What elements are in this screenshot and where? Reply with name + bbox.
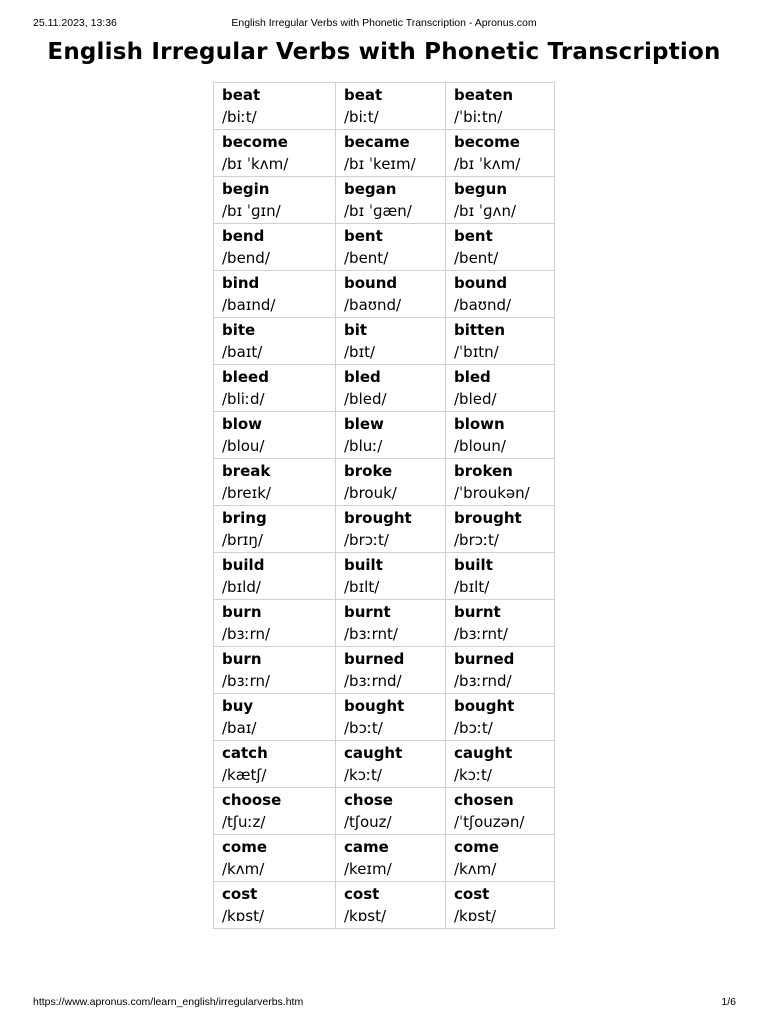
base-form-cell [214, 271, 336, 318]
phonetic-transcription: /tʃuːz/ [222, 813, 266, 831]
verb-word: cost [454, 885, 490, 903]
phonetic-transcription: /bɜːrnd/ [344, 672, 402, 690]
verb-word: begun [454, 180, 508, 198]
verb-word: caught [344, 744, 403, 762]
phonetic-transcription: /baɪnd/ [222, 296, 276, 314]
phonetic-transcription: /bɔːt/ [344, 719, 383, 737]
base-form-cell [214, 412, 336, 459]
verb-word: broke [344, 462, 393, 480]
phonetic-transcription: /bɪ ˈkʌm/ [222, 155, 289, 173]
past-simple-cell [336, 459, 446, 506]
verb-word: bent [454, 227, 493, 245]
verb-word: come [222, 838, 267, 856]
verb-word: built [454, 556, 493, 574]
phonetic-transcription: /ˈtʃouzən/ [454, 813, 525, 831]
past-simple-cell [336, 882, 446, 929]
phonetic-transcription: /bloun/ [454, 437, 506, 455]
phonetic-transcription: /brɔːt/ [454, 531, 499, 549]
verb-word: chosen [454, 791, 514, 809]
phonetic-transcription: /ˈbroukən/ [454, 484, 530, 502]
phonetic-transcription: /bɜːrnt/ [454, 625, 508, 643]
phonetic-transcription: /kɒst/ [344, 907, 387, 925]
phonetic-transcription: /bɜːrn/ [222, 672, 271, 690]
phonetic-transcription: /bɪ ˈɡʌn/ [454, 202, 516, 220]
base-form-cell [214, 788, 336, 835]
base-form-cell [214, 130, 336, 177]
phonetic-transcription: /bɪ ˈkʌm/ [454, 155, 521, 173]
past-participle-cell [446, 600, 555, 647]
verb-word: bled [344, 368, 381, 386]
verb-word: bound [344, 274, 398, 292]
phonetic-transcription: /bend/ [222, 249, 270, 267]
table-row [214, 365, 555, 412]
phonetic-transcription: /bluː/ [344, 437, 383, 455]
phonetic-transcription: /ˈbiːtn/ [454, 108, 503, 126]
print-datetime: 25.11.2023, 13:36 [33, 17, 117, 29]
phonetic-transcription: /bɪlt/ [454, 578, 490, 596]
table-row [214, 83, 555, 130]
past-simple-cell [336, 271, 446, 318]
past-simple-cell [336, 318, 446, 365]
phonetic-transcription: /bɪ ˈɡɪn/ [222, 202, 281, 220]
phonetic-transcription: /kɔːt/ [344, 766, 382, 784]
table-row [214, 506, 555, 553]
verb-word: burn [222, 603, 262, 621]
phonetic-transcription: /bɪld/ [222, 578, 261, 596]
past-simple-cell [336, 553, 446, 600]
phonetic-transcription: /bliːd/ [222, 390, 265, 408]
base-form-cell [214, 177, 336, 224]
past-participle-cell [446, 224, 555, 271]
verb-word: broken [454, 462, 513, 480]
base-form-cell [214, 882, 336, 929]
print-page-title: English Irregular Verbs with Phonetic Transcription - Apronus.com [231, 17, 537, 29]
verb-word: cost [222, 885, 258, 903]
past-simple-cell [336, 130, 446, 177]
past-simple-cell [336, 412, 446, 459]
past-participle-cell [446, 553, 555, 600]
base-form-cell [214, 459, 336, 506]
phonetic-transcription: /bɔːt/ [454, 719, 493, 737]
page-number: 1/6 [721, 996, 736, 1008]
phonetic-transcription: /bɪt/ [344, 343, 376, 361]
verb-word: come [454, 838, 499, 856]
table-row [214, 694, 555, 741]
table-row [214, 647, 555, 694]
phonetic-transcription: /kætʃ/ [222, 766, 267, 784]
phonetic-transcription: /bɪ ˈkeɪm/ [344, 155, 416, 173]
verb-word: bought [344, 697, 405, 715]
base-form-cell [214, 318, 336, 365]
verb-word: bite [222, 321, 256, 339]
verb-word: beat [222, 86, 261, 104]
past-simple-cell [336, 224, 446, 271]
past-simple-cell [336, 177, 446, 224]
phonetic-transcription: /brɔːt/ [344, 531, 389, 549]
phonetic-transcription: /biːt/ [344, 108, 379, 126]
past-simple-cell [336, 83, 446, 130]
table-row [214, 600, 555, 647]
verb-word: began [344, 180, 397, 198]
verb-word: brought [344, 509, 412, 527]
verb-word: burn [222, 650, 262, 668]
verb-word: caught [454, 744, 513, 762]
past-simple-cell [336, 647, 446, 694]
base-form-cell [214, 224, 336, 271]
base-form-cell [214, 694, 336, 741]
table-row [214, 130, 555, 177]
phonetic-transcription: /breɪk/ [222, 484, 271, 502]
verb-word: build [222, 556, 265, 574]
table-row [214, 835, 555, 882]
past-simple-cell [336, 365, 446, 412]
verb-word: buy [222, 697, 254, 715]
page-title: English Irregular Verbs with Phonetic Transcription [47, 39, 721, 65]
verb-word: bring [222, 509, 267, 527]
verb-word: cost [344, 885, 380, 903]
past-participle-cell [446, 412, 555, 459]
phonetic-transcription: /baɪ/ [222, 719, 257, 737]
base-form-cell [214, 600, 336, 647]
phonetic-transcription: /baʊnd/ [454, 296, 512, 314]
phonetic-transcription: /baɪt/ [222, 343, 263, 361]
verb-word: break [222, 462, 271, 480]
verb-word: brought [454, 509, 522, 527]
table-row [214, 318, 555, 365]
verb-word: burned [454, 650, 515, 668]
verb-word: bend [222, 227, 265, 245]
verb-word: become [222, 133, 288, 151]
past-participle-cell [446, 177, 555, 224]
verb-word: burnt [344, 603, 391, 621]
past-participle-cell [446, 459, 555, 506]
phonetic-transcription: /baʊnd/ [344, 296, 402, 314]
past-participle-cell [446, 271, 555, 318]
phonetic-transcription: /bɪlt/ [344, 578, 380, 596]
verb-word: beaten [454, 86, 514, 104]
verb-word: bleed [222, 368, 269, 386]
phonetic-transcription: /tʃouz/ [344, 813, 392, 831]
past-participle-cell [446, 365, 555, 412]
phonetic-transcription: /kɔːt/ [454, 766, 492, 784]
table-row [214, 271, 555, 318]
past-participle-cell [446, 835, 555, 882]
verb-word: bitten [454, 321, 506, 339]
past-simple-cell [336, 600, 446, 647]
verb-word: bound [454, 274, 508, 292]
phonetic-transcription: /blou/ [222, 437, 265, 455]
verb-word: catch [222, 744, 268, 762]
verb-word: blew [344, 415, 384, 433]
phonetic-transcription: /bent/ [344, 249, 389, 267]
past-simple-cell [336, 694, 446, 741]
verb-word: bought [454, 697, 515, 715]
past-simple-cell [336, 506, 446, 553]
phonetic-transcription: /brouk/ [344, 484, 397, 502]
past-participle-cell [446, 130, 555, 177]
table-row [214, 177, 555, 224]
base-form-cell [214, 647, 336, 694]
verb-word: bent [344, 227, 383, 245]
past-participle-cell [446, 741, 555, 788]
table-row [214, 553, 555, 600]
past-participle-cell [446, 318, 555, 365]
table-row [214, 788, 555, 835]
phonetic-transcription: /bled/ [454, 390, 497, 408]
base-form-cell [214, 365, 336, 412]
base-form-cell [214, 83, 336, 130]
past-simple-cell [336, 741, 446, 788]
phonetic-transcription: /bɪ ˈɡæn/ [344, 202, 412, 220]
phonetic-transcription: /kɒst/ [222, 907, 265, 925]
verb-word: built [344, 556, 383, 574]
verb-table-body [214, 83, 555, 929]
past-participle-cell [446, 506, 555, 553]
verb-word: blow [222, 415, 263, 433]
past-participle-cell [446, 647, 555, 694]
verb-word: beat [344, 86, 383, 104]
past-participle-cell [446, 788, 555, 835]
table-row [214, 882, 555, 929]
past-participle-cell [446, 694, 555, 741]
verb-word: choose [222, 791, 282, 809]
phonetic-transcription: /bled/ [344, 390, 387, 408]
phonetic-transcription: /kʌm/ [454, 860, 497, 878]
phonetic-transcription: /biːt/ [222, 108, 257, 126]
table-row [214, 459, 555, 506]
verb-word: bled [454, 368, 491, 386]
verb-word: chose [344, 791, 393, 809]
irregular-verbs-table [213, 82, 555, 929]
table-row [214, 741, 555, 788]
table-row [214, 224, 555, 271]
phonetic-transcription: /ˈbɪtn/ [454, 343, 499, 361]
table-row [214, 412, 555, 459]
phonetic-transcription: /bɜːrn/ [222, 625, 271, 643]
phonetic-transcription: /kʌm/ [222, 860, 265, 878]
base-form-cell [214, 506, 336, 553]
phonetic-transcription: /brɪŋ/ [222, 531, 263, 549]
verb-word: came [344, 838, 389, 856]
print-url[interactable]: https://www.apronus.com/learn_english/irregularverbs.htm [33, 996, 304, 1008]
base-form-cell [214, 553, 336, 600]
past-participle-cell [446, 882, 555, 929]
phonetic-transcription: /kɒst/ [454, 907, 497, 925]
phonetic-transcription: /keɪm/ [344, 860, 392, 878]
base-form-cell [214, 835, 336, 882]
base-form-cell [214, 741, 336, 788]
verb-word: bit [344, 321, 368, 339]
verb-word: begin [222, 180, 270, 198]
phonetic-transcription: /bɜːrnd/ [454, 672, 512, 690]
verb-word: become [454, 133, 520, 151]
verb-word: became [344, 133, 410, 151]
past-participle-cell [446, 83, 555, 130]
verb-word: burned [344, 650, 405, 668]
past-simple-cell [336, 788, 446, 835]
verb-word: burnt [454, 603, 501, 621]
phonetic-transcription: /bent/ [454, 249, 499, 267]
verb-word: bind [222, 274, 260, 292]
past-simple-cell [336, 835, 446, 882]
phonetic-transcription: /bɜːrnt/ [344, 625, 398, 643]
verb-word: blown [454, 415, 505, 433]
